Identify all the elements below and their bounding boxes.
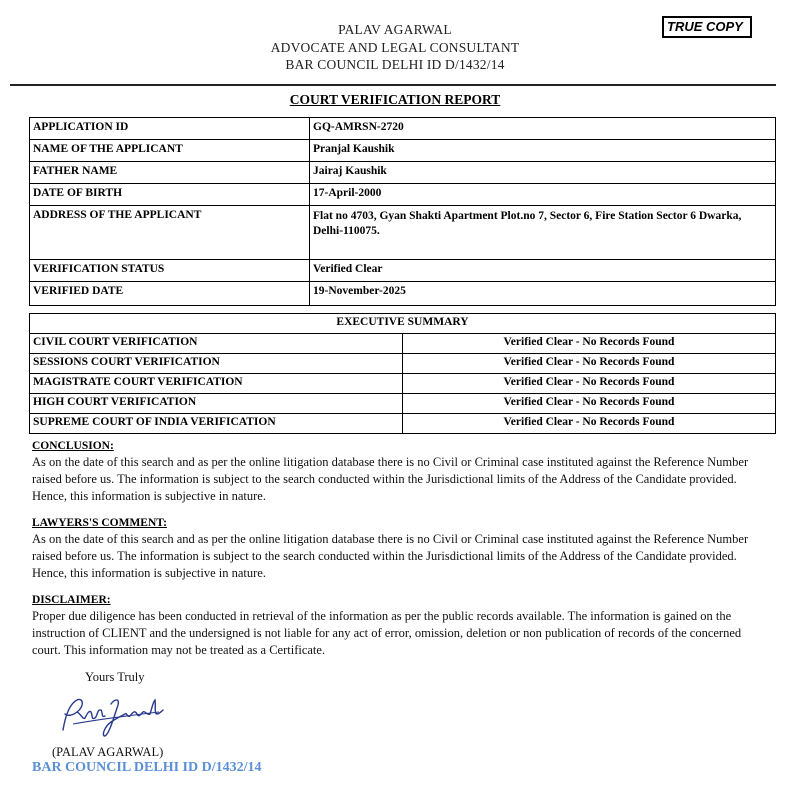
conclusion-text: As on the date of this search and as per the online litigation database there is no Civil or Criminal case instituted against the Reference Number raised before us. The information is subject to the search conducted within the Jurisdictional limits of the Address of the Candidate provided. Hence, this information is subjective in nature.: [32, 455, 749, 503]
table-row: [30, 354, 776, 374]
row-value: 17-April-2000: [310, 184, 776, 206]
table-row: [30, 374, 776, 394]
row-label: SUPREME COURT OF INDIA VERIFICATION: [30, 414, 403, 434]
row-label: CIVIL COURT VERIFICATION: [30, 334, 403, 354]
header-divider: [10, 84, 776, 86]
row-value: Verified Clear - No Records Found: [403, 334, 776, 354]
bar-council-id: BAR COUNCIL DELHI ID D/1432/14: [285, 57, 505, 72]
row-label: SESSIONS COURT VERIFICATION: [30, 354, 403, 374]
row-label: VERIFIED DATE: [30, 282, 310, 306]
row-label: ADDRESS OF THE APPLICANT: [30, 206, 310, 260]
conclusion-section: [32, 439, 762, 505]
table-row: [30, 334, 776, 354]
conclusion-heading: CONCLUSION:: [32, 440, 114, 452]
disclaimer-section: [32, 593, 762, 659]
lawyers-comment-text: As on the date of this search and as per the online litigation database there is no Civil or Criminal case instituted against the Reference Number raised before us. The information is subject to the search conducted within the Jurisdictional limits of the Address of the Candidate provided. Hence, this information is subjective in nature.: [32, 532, 749, 580]
row-value: Verified Clear - No Records Found: [403, 374, 776, 394]
advocate-designation: ADVOCATE AND LEGAL CONSULTANT: [270, 39, 520, 55]
row-label: DATE OF BIRTH: [30, 184, 310, 206]
advocate-name: PALAV AGARWAL: [338, 22, 452, 37]
table-row: [30, 260, 776, 282]
row-value: Verified Clear - No Records Found: [403, 414, 776, 434]
report-title: COURT VERIFICATION REPORT: [289, 92, 501, 107]
true-copy-stamp: TRUE COPY: [662, 16, 752, 38]
table-row: [30, 314, 776, 334]
table-row: [30, 414, 776, 434]
row-label: VERIFICATION STATUS: [30, 260, 310, 282]
row-label: FATHER NAME: [30, 162, 310, 184]
table-row: [30, 282, 776, 306]
row-label: HIGH COURT VERIFICATION: [30, 394, 403, 414]
table-row: [30, 394, 776, 414]
summary-title: EXECUTIVE SUMMARY: [30, 314, 776, 334]
row-value: Jairaj Kaushik: [310, 162, 776, 184]
executive-summary-table: [29, 313, 776, 434]
row-value: Verified Clear: [310, 260, 776, 282]
handwritten-signature: [55, 690, 170, 740]
table-row: [30, 118, 776, 140]
closing: Yours Truly: [85, 670, 145, 684]
row-label: APPLICATION ID: [30, 118, 310, 140]
row-value: 19-November-2025: [310, 282, 776, 306]
row-value: Pranjal Kaushik: [310, 140, 776, 162]
lawyers-comment-section: [32, 516, 762, 582]
table-row: [30, 140, 776, 162]
table-row: [30, 184, 776, 206]
row-label: MAGISTRATE COURT VERIFICATION: [30, 374, 403, 394]
signatory-name: (PALAV AGARWAL): [52, 745, 164, 759]
applicant-details-table: [29, 117, 776, 306]
signatory-bar-id: BAR COUNCIL DELHI ID D/1432/14: [32, 760, 262, 775]
row-value: Flat no 4703, Gyan Shakti Apartment Plot.no 7, Sector 6, Fire Station Sector 6 Dwarka, Delhi-110075.: [310, 206, 776, 260]
table-row: [30, 162, 776, 184]
table-row: [30, 206, 776, 260]
row-label: NAME OF THE APPLICANT: [30, 140, 310, 162]
disclaimer-heading: DISCLAIMER:: [32, 594, 111, 606]
row-value: Verified Clear - No Records Found: [403, 394, 776, 414]
disclaimer-text: Proper due diligence has been conducted in retrieval of the information as per the public records available. The information is gained on the instruction of CLIENT and the undersigned is not liable for any act of error, omission, deletion or non publication of records of the concerned court. This information may not be treated as a Certificate.: [32, 609, 742, 657]
lawyers-comment-heading: LAWYERS'S COMMENT:: [32, 517, 167, 529]
row-value: GQ-AMRSN-2720: [310, 118, 776, 140]
row-value: Verified Clear - No Records Found: [403, 354, 776, 374]
